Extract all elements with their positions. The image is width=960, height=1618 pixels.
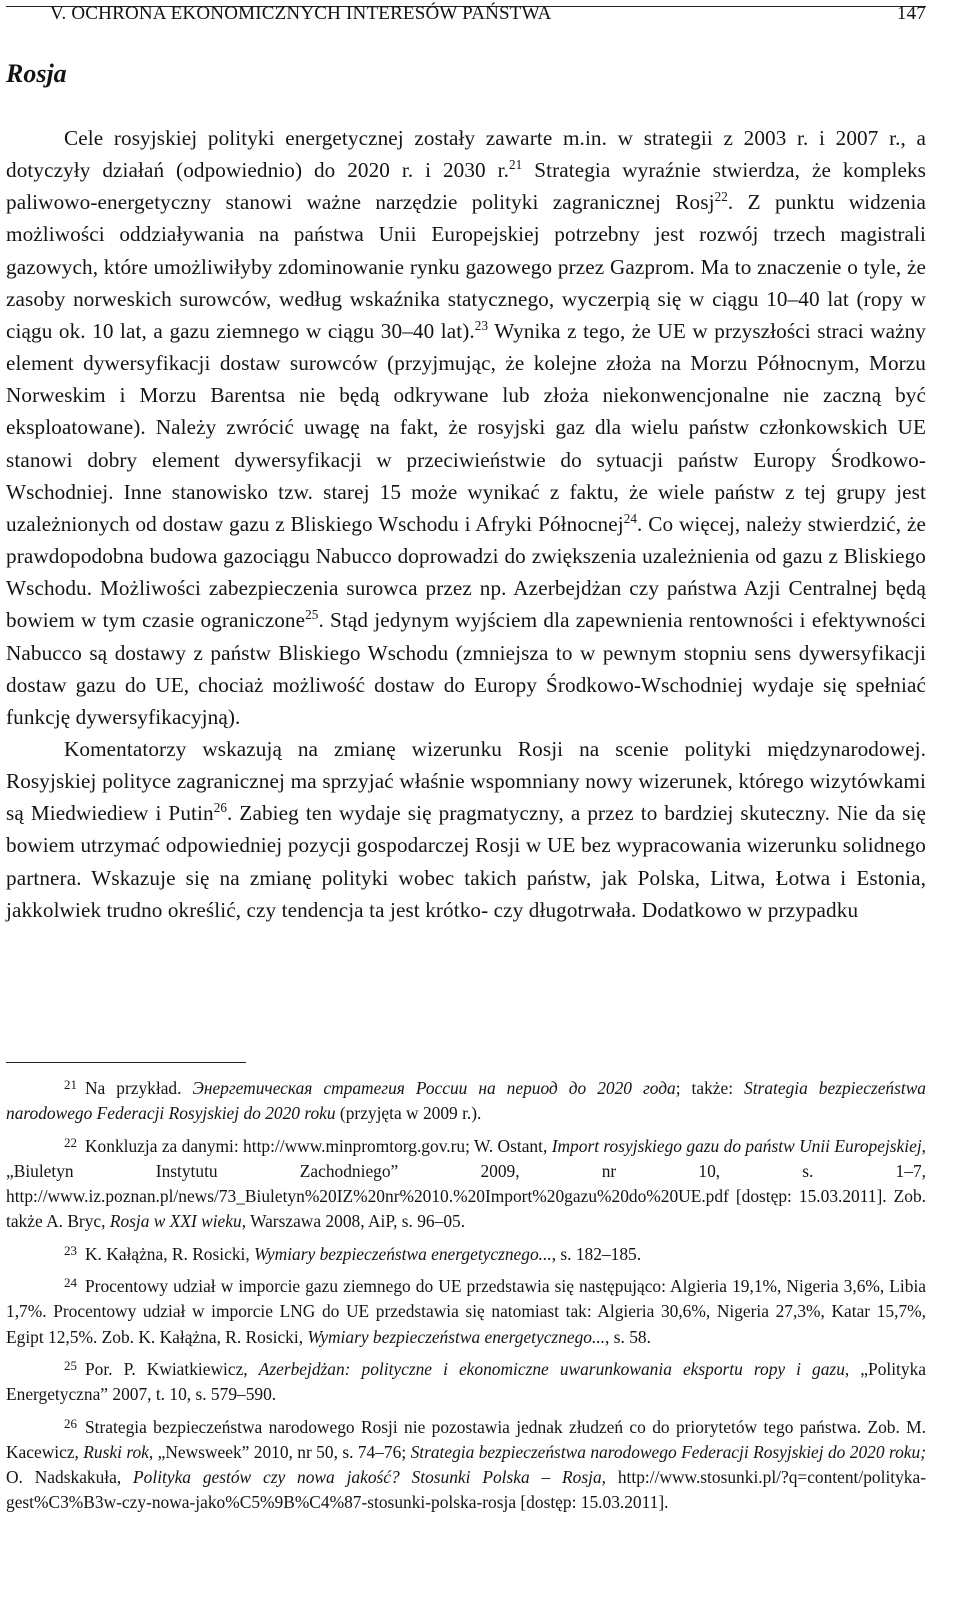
- section-heading: Rosja: [6, 59, 67, 88]
- footnote-text: Procentowy udział w imporcie gazu ziemnego do UE przedstawia się następująco: Algieria 19,1%, Nigeria 3,6%, Libia 1,7%. Procentowy udział w imporcie LNG do UE przedstawia się natomiast tak: Algieria 30,6%, Nigeria 27,3%, Katar 15,7%, Egipt 12,5%. Zob. K. Kałążna, R. Rosicki,: [6, 1276, 926, 1347]
- footnote-text: , Warszawa 2008, AiP, s. 96–05.: [241, 1211, 466, 1232]
- footnote-title: Strategia bezpieczeństwa narodowego Federacji Rosyjskiej do 2020 roku;: [410, 1441, 926, 1462]
- footnote-text: K. Kałążna, R. Rosicki,: [85, 1243, 255, 1264]
- footnote-ref-26[interactable]: 26: [213, 800, 228, 816]
- book-page: [6, 0, 926, 1618]
- footnote-22: [6, 1134, 926, 1235]
- footnote-text: , „Newsweek” 2010, nr 50, s. 74–76;: [148, 1441, 411, 1462]
- text-run: . Stąd jedynym wyjściem dla zapewnienia rentowności i efektywności Nabucco są dostawy z państw Bliskiego Wschodu (zmniejsza to w pewnym stopniu sens dywersyfikacji dostaw gazu do UE, chociaż możliwość dostaw do Europy Środkowo-Wschodniej wydaje się spełniać funkcję dywersyfikacyjną).: [6, 608, 926, 729]
- footnote-text: Por. P. Kwiatkiewicz,: [85, 1358, 259, 1379]
- footnote-text: O. Nadskakuła,: [6, 1467, 134, 1488]
- footnote-ref-24[interactable]: 24: [623, 510, 638, 526]
- footnote-number: 22: [64, 1134, 77, 1150]
- footnote-ref-25[interactable]: 25: [305, 607, 319, 623]
- footnote-text: ; także:: [675, 1078, 745, 1098]
- footnote-text: , „Biuletyn Instytutu Zachodniego” 2009, nr 10, s. 1–7, http://www.iz.poznan.pl/news/73_Biuletyn%20IZ%20nr%2010.%20Import%20gazu%20do%20UE.pdf [dostęp: 15.03.2011]. Zob. także A. Bryc,: [6, 1135, 927, 1232]
- footnote-title: Polityka gestów czy nowa jakość? Stosunki Polska – Rosja: [133, 1467, 602, 1488]
- footnote-text: Konkluzja za danymi: http://www.minpromtorg.gov.ru; W. Ostant,: [85, 1135, 552, 1156]
- footnote-text: (przyjęta w 2009 r.).: [335, 1103, 482, 1124]
- footnote-title: Rosja w XXI wieku: [109, 1211, 242, 1232]
- footnote-26: [6, 1415, 926, 1516]
- chapter-title: V. OCHRONA EKONOMICZNYCH INTERESÓW PAŃSTWA: [50, 3, 552, 24]
- text-run: Cele rosyjskiej polityki energetycznej zostały zawarte m.in. w strategii z 2003 r. i 2007 r., a dotyczyły działań (odpowiednio) do 2020 r. i 2030 r.: [6, 126, 926, 183]
- main-text: [6, 122, 926, 926]
- text-run: . Zabieg ten wydaje się pragmatyczny, a przez to bardziej skuteczny. Nie da się bowiem utrzymać odpowiedniej pozycji gospodarczej Rosji w UE bez wypracowania wizerunku solidnego partnera. Wskazuje się na zmianę polityki wobec takich państw, jak Polska, Litwa, Łotwa i Estonia, jakkolwiek trudno określić, czy tendencja ta jest krótko- czy długotrwała. Dodatkowo w przypadku: [6, 801, 926, 922]
- footnotes: [6, 1076, 926, 1523]
- footnote-ref-23[interactable]: 23: [474, 317, 489, 333]
- paragraph-2: [6, 733, 926, 926]
- footnote-number: 21: [64, 1077, 77, 1092]
- footnote-ref-21[interactable]: 21: [509, 157, 523, 173]
- footnote-number: 24: [64, 1275, 77, 1291]
- footnote-title: Wymiary bezpieczeństwa energetycznego...: [254, 1243, 552, 1264]
- text-run: Komentatorzy wskazują na zmianę wizerunku Rosji na scenie polityki międzynarodowej. Rosyjskiej polityce zagranicznej ma sprzyjać właśnie wspomniany nowy wizerunek, którego wizytówkami są Miedwiediew i Putin: [6, 736, 926, 826]
- text-run: . Co więcej, należy stwierdzić, że prawdopodobna budowa gazociągu Nabucco doprowadzi do zwiększenia uzależnienia od gazu z Bliskiego Wschodu. Możliwości zabezpieczenia surowca przez np. Azerbejdżan czy państwa Azji Centralnej będą bowiem w tym czasie ograniczone: [6, 511, 926, 633]
- footnote-text: , s. 182–185.: [551, 1243, 642, 1264]
- footnote-text: , s. 58.: [605, 1326, 651, 1347]
- footnote-divider: [6, 1062, 246, 1063]
- footnote-24: [6, 1274, 926, 1350]
- footnote-text: , „Polityka Energetyczna” 2007, t. 10, s. 579–590.: [6, 1358, 926, 1405]
- footnote-text: Na przykład.: [85, 1078, 193, 1098]
- page-number: 147: [896, 3, 926, 24]
- text-run: . Z punktu widzenia możliwości oddziaływania na państwa Unii Europejskiej potrzebny jest rozwój trzech magistrali gazowych, które umożliwiłyby zdominowanie rynku gazowego przez Gazprom. Ma to znaczenie o tyle, że zasoby norweskich surowców, według wskaźnika statycznego, wyczerpią się w ciągu 10–40 lat (ropy w ciągu ok. 10 lat, a gazu ziemnego w ciągu 30–40 lat).: [6, 190, 927, 343]
- footnote-title: Wymiary bezpieczeństwa energetycznego...: [307, 1326, 606, 1347]
- footnote-title: Ruski rok: [83, 1441, 149, 1462]
- footnote-number: 23: [64, 1242, 77, 1258]
- footnote-25: [6, 1357, 926, 1408]
- running-header: [6, 2, 926, 24]
- footnote-number: 25: [64, 1357, 77, 1373]
- paragraph-1: [6, 122, 926, 733]
- footnote-title: Import rosyjskiego gazu do państw Unii Europejskiej: [551, 1135, 922, 1156]
- footnote-title: Strategia bezpieczeństwa narodowego Federacji Rosyjskiej do 2020 roku: [6, 1078, 926, 1124]
- footnote-23: [6, 1242, 926, 1267]
- footnote-text: , http://www.stosunki.pl/?q=content/polityka-gest%C3%B3w-czy-nowa-jako%C5%9B%C4%87-stosunki-polska-rosja [dostęp: 15.03.2011].: [6, 1467, 927, 1513]
- footnote-21: [6, 1076, 926, 1127]
- text-run: Wynika z tego, że UE w przyszłości straci ważny element dywersyfikacji dostaw surowców (przyjmując, że kolejne złoża na Morzu Północnym, Morzu Norweskim i Morzu Barentsa nie będą odkrywane lub złoża niekonwencjonalne nie zaczną być eksploatowane). Należy zwrócić uwagę na fakt, że rosyjski gaz dla wielu państw członkowskich UE stanowi dobry element dywersyfikacji w przeciwieństwie do sytuacji państw Europy Środkowo-Wschodniej. Inne stanowisko tzw. starej 15 może wynikać z faktu, że wiele państw z tej grupy jest uzależnionych od dostaw gazu z Bliskiego Wschodu i Afryki Północnej: [6, 318, 926, 536]
- footnote-title: Azerbejdżan: polityczne i ekonomiczne uwarunkowania eksportu ropy i gazu: [258, 1358, 845, 1379]
- footnote-ref-22[interactable]: 22: [714, 189, 728, 205]
- footnote-text: Strategia bezpieczeństwa narodowego Rosji nie pozostawia jednak złudzeń co do priorytetów tego państwa. Zob. M. Kacewicz,: [6, 1416, 926, 1462]
- footnote-number: 26: [64, 1415, 77, 1431]
- text-run: Strategia wyraźnie stwierdza, że kompleks paliwowo-energetyczny stanowi ważne narzędzie polityki zagranicznej Rosj: [6, 158, 927, 215]
- footnote-title: Энергетическая стратегия России на период до 2020 года: [192, 1078, 676, 1098]
